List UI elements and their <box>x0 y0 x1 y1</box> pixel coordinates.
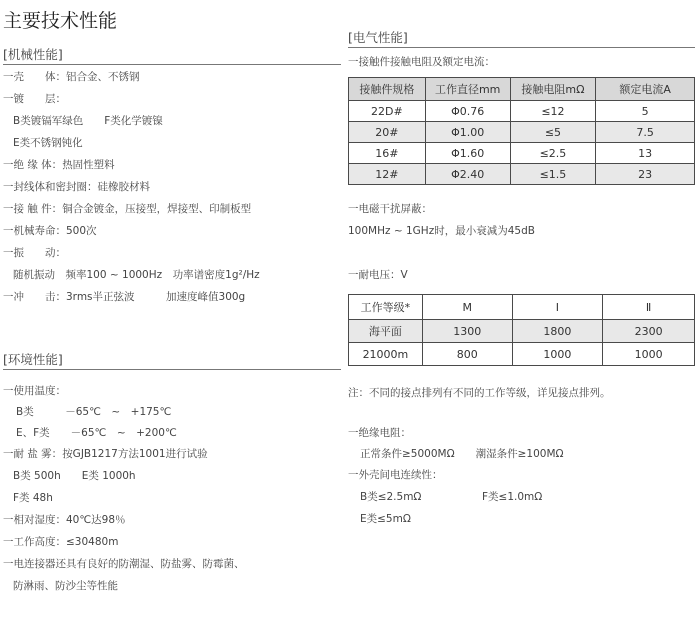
withstanding-voltage-table <box>348 294 695 366</box>
continuity-f: F类≤1.0mΩ <box>482 491 543 503</box>
table-row <box>349 343 695 366</box>
spec-vibration: 一振 动： <box>3 247 66 259</box>
spec-plating-bf: B类镀镉军绿色 F类化学镀镍 <box>13 115 163 127</box>
table-cell: ≤5 <box>510 122 596 143</box>
table-cell: Φ0.76 <box>425 101 510 122</box>
spec-mechanical-life: 一机械寿命：500次 <box>3 225 97 237</box>
spec-temp-b: B类 －65℃ ~ +175℃ <box>16 406 172 418</box>
spec-shock: 一冲 击：3rms半正弦波 加速度峰值300g <box>3 291 246 303</box>
table-cell: 1000 <box>603 343 695 366</box>
table-row <box>349 320 695 343</box>
table-header-row <box>349 295 695 320</box>
spec-contact: 一接 触 件：铜合金镀金，压接型，焊接型、印制板型 <box>3 203 252 215</box>
table-cell: 22D# <box>349 101 426 122</box>
emi-value: 100MHz ~ 1GHz时，最小衰减为45dB <box>348 225 535 237</box>
table-row <box>349 122 695 143</box>
column-header: 接触件规格 <box>349 78 426 101</box>
voltage-label: 一耐电压：V <box>348 269 408 281</box>
electrical-section-divider <box>348 47 695 48</box>
column-header: 接触电阻mΩ <box>510 78 596 101</box>
spec-temp-ef: E、F类 －65℃ ~ +200℃ <box>16 427 177 439</box>
spec-protection-cont: 防淋雨、防沙尘等性能 <box>13 580 118 592</box>
column-header: Ⅱ <box>603 295 695 320</box>
table-cell: 海平面 <box>349 320 423 343</box>
spec-operating-temp: 一使用温度： <box>3 385 66 397</box>
table-cell: 7.5 <box>596 122 695 143</box>
column-header: M <box>422 295 512 320</box>
mechanical-section-heading: [机械性能] <box>3 47 63 62</box>
page-title: 主要技术性能 <box>3 10 118 32</box>
spec-shell: 一壳 体：铝合金、不锈钢 <box>3 71 140 83</box>
spec-seal: 一封线体和密封圈：硅橡胶材料 <box>3 181 150 193</box>
column-header: I <box>512 295 603 320</box>
spec-humidity: 一相对湿度：40℃达98％ <box>3 514 126 526</box>
column-header: 额定电流A <box>596 78 695 101</box>
table-cell: 13 <box>596 143 695 164</box>
table-cell: 1000 <box>512 343 603 366</box>
spec-salt-spray-be: B类 500h E类 1000h <box>13 470 136 482</box>
table-cell: 1800 <box>512 320 603 343</box>
contact-resistance-table <box>348 77 695 185</box>
column-header: 工作等级* <box>349 295 423 320</box>
spec-salt-spray-f: F类 48h <box>13 492 53 504</box>
spec-vibration-random: 随机振动 频率100 ~ 1000Hz 功率谱密度1g²/Hz <box>13 269 260 281</box>
continuity-b: B类≤2.5mΩ <box>360 491 422 503</box>
working-level-note: 注：不同的接点排列有不同的工作等级，详见接点排列。 <box>348 387 611 399</box>
environment-section-divider <box>3 369 341 370</box>
continuity-e: E类≤5mΩ <box>360 513 411 525</box>
table-row <box>349 143 695 164</box>
column-header: 工作直径mm <box>425 78 510 101</box>
insulation-label: 一绝缘电阻： <box>348 427 411 439</box>
table-cell: 23 <box>596 164 695 185</box>
spec-insulator: 一绝 缘 体：热固性塑料 <box>3 159 115 171</box>
table-cell: 16# <box>349 143 426 164</box>
table-cell: 12# <box>349 164 426 185</box>
table-cell: Φ1.60 <box>425 143 510 164</box>
spec-salt-spray: 一耐 盐 雾：按GJB1217方法1001进行试验 <box>3 448 208 460</box>
table-cell: 2300 <box>603 320 695 343</box>
contact-table-caption: 一接触件接触电阻及额定电流： <box>348 56 495 68</box>
table-cell: ≤1.5 <box>510 164 596 185</box>
spec-plating: 一镀 层： <box>3 93 66 105</box>
table-cell: 1300 <box>422 320 512 343</box>
table-cell: 20# <box>349 122 426 143</box>
spec-altitude: 一工作高度：≤30480m <box>3 536 119 548</box>
environment-section-heading: [环境性能] <box>3 352 63 367</box>
table-row <box>349 101 695 122</box>
table-cell: ≤2.5 <box>510 143 596 164</box>
spec-protection: 一电连接器还具有良好的防潮湿、防盐雾、防霉菌、 <box>3 558 245 570</box>
table-cell: 21000m <box>349 343 423 366</box>
table-cell: ≤12 <box>510 101 596 122</box>
table-cell: 5 <box>596 101 695 122</box>
continuity-label: 一外壳间电连续性： <box>348 469 443 481</box>
spec-plating-e: E类不锈钢钝化 <box>13 137 83 149</box>
electrical-section-heading: [电气性能] <box>348 30 408 45</box>
table-cell: 800 <box>422 343 512 366</box>
mechanical-section-divider <box>3 64 341 65</box>
insulation-value: 正常条件≥5000MΩ 潮湿条件≥100MΩ <box>360 448 564 460</box>
table-cell: Φ2.40 <box>425 164 510 185</box>
emi-label: 一电磁干扰屏蔽： <box>348 203 432 215</box>
table-header-row <box>349 78 695 101</box>
table-cell: Φ1.00 <box>425 122 510 143</box>
table-row <box>349 164 695 185</box>
